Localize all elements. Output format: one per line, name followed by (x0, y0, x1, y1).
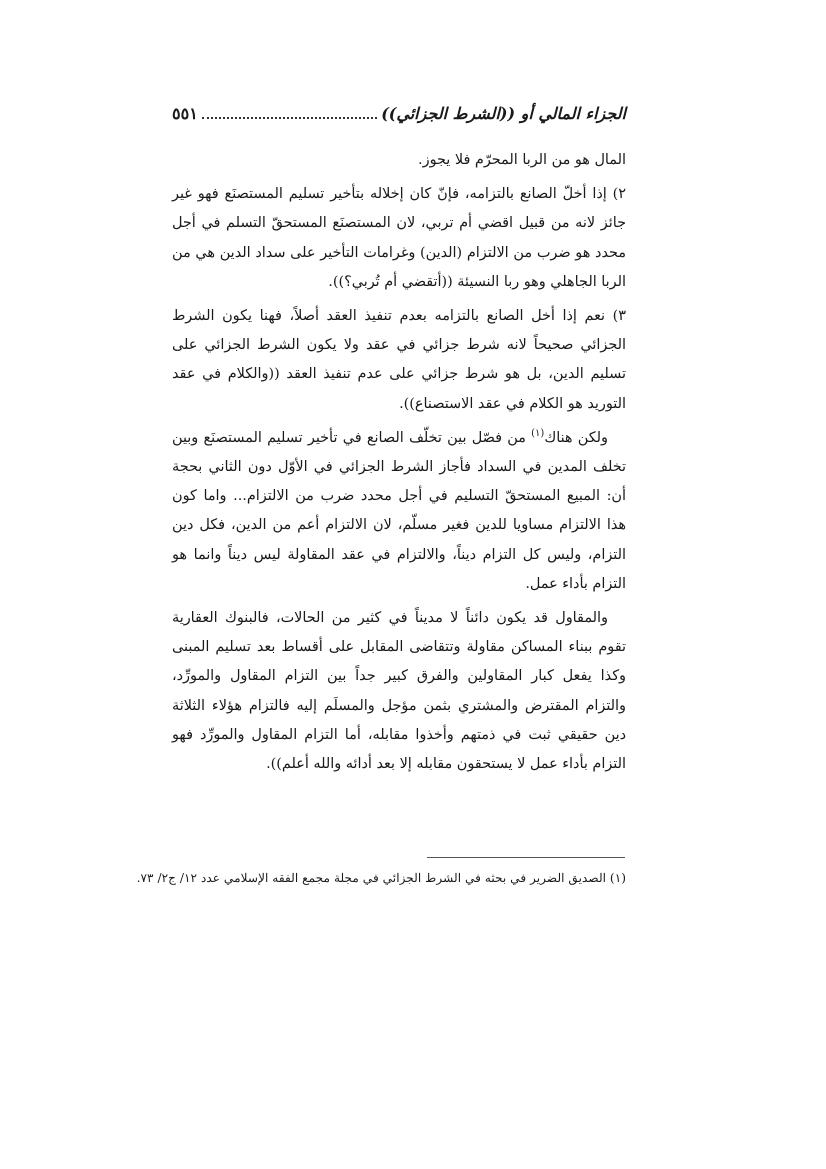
paragraph-2: ٢) إذا أخلّ الصانع بالتزامه، فإنّ كان إخلاله بتأخير تسليم المستصنَع فهو غير جائز لانه من قبيل اقضي أم تربي، لان المستصنَع المستحقّ التسلم في أجل محدد هو ضرب من الالتزام (الدين) وغرامات التأخير على سداد الدين هي من الربا الجاهلي وهو ربا النسيئة ((أتقضي أم تُربي؟)). (172, 186, 626, 290)
header-leader-dots (202, 117, 377, 119)
footnote-marker: (١) (531, 428, 545, 440)
paragraph-4-start: ولكن هناك (544, 429, 608, 446)
paragraph-4 (172, 424, 626, 599)
page-number: ٥٥١ (172, 104, 198, 123)
running-header (172, 88, 626, 124)
footnote-separator (427, 857, 625, 858)
paragraph-1: المال هو من الربا المحرّم فلا يجوز. (418, 152, 626, 168)
paragraph-4-rest: من فصّل بين تخلّف الصانع في تأخير تسليم المستصنَع وبين تخلف المدين في السداد فأجاز الشرط الجزائي في الأوّل دون الثاني بحجة أن: المبيع المستحقّ التسليم في أجل محدد ضرب من الالتزام... واما كون هذا الالتزام مساويا للدين فغير مسلّم، لان الالتزام أعم من الدين، فكل دين التزام، وليس كل التزام ديناً، والالتزام في عقد المقاولة ليس ديناً وانما هو التزام بأداء عمل. (172, 429, 626, 592)
footnote-text: (١) الصديق الضرير في بحثه في الشرط الجزائي في مجلة مجمع الفقه الإسلامي عدد ١٢/ ج٢/ ٧٣. (136, 871, 626, 885)
header-title: الجزاء المالي أو ((الشرط الجزائي)) (381, 104, 626, 123)
paragraph-3: ٣) نعم إذا أخل الصانع بالتزامه بعدم تنفيذ العقد أصلاً، فهنا يكون الشرط الجزائي صحيحاً لانه شرط جزائي في عقد ولا يكون الشرط الجزائي على تسليم الدين، بل هو شرط جزائي على عدم تنفيذ العقد ((والكلام في عقد التوريد هو الكلام في عقد الاستصناع)). (172, 308, 626, 412)
paragraph-5: والمقاول قد يكون دائناً لا مديناً في كثير من الحالات، فالبنوك العقارية تقوم ببناء المساكن مقاولة وتتقاضى المقابل على أقساط بعد تسليم المبنى وكذا يفعل كبار المقاولين والفرق كبير جداً بين التزام المقاول والمورِّد، والتزام المقترض والمشتري بثمن مؤجل والمسلَم إليه فالتزام هؤلاء الثلاثة دين حقيقي ثبت في ذمتهم وأخذوا مقابله، أما التزام المقاول والمورِّد فهو التزام بأداء عمل لا يستحقون مقابله إلا بعد أدائه والله أعلم)). (172, 610, 626, 773)
main-text (172, 146, 626, 784)
